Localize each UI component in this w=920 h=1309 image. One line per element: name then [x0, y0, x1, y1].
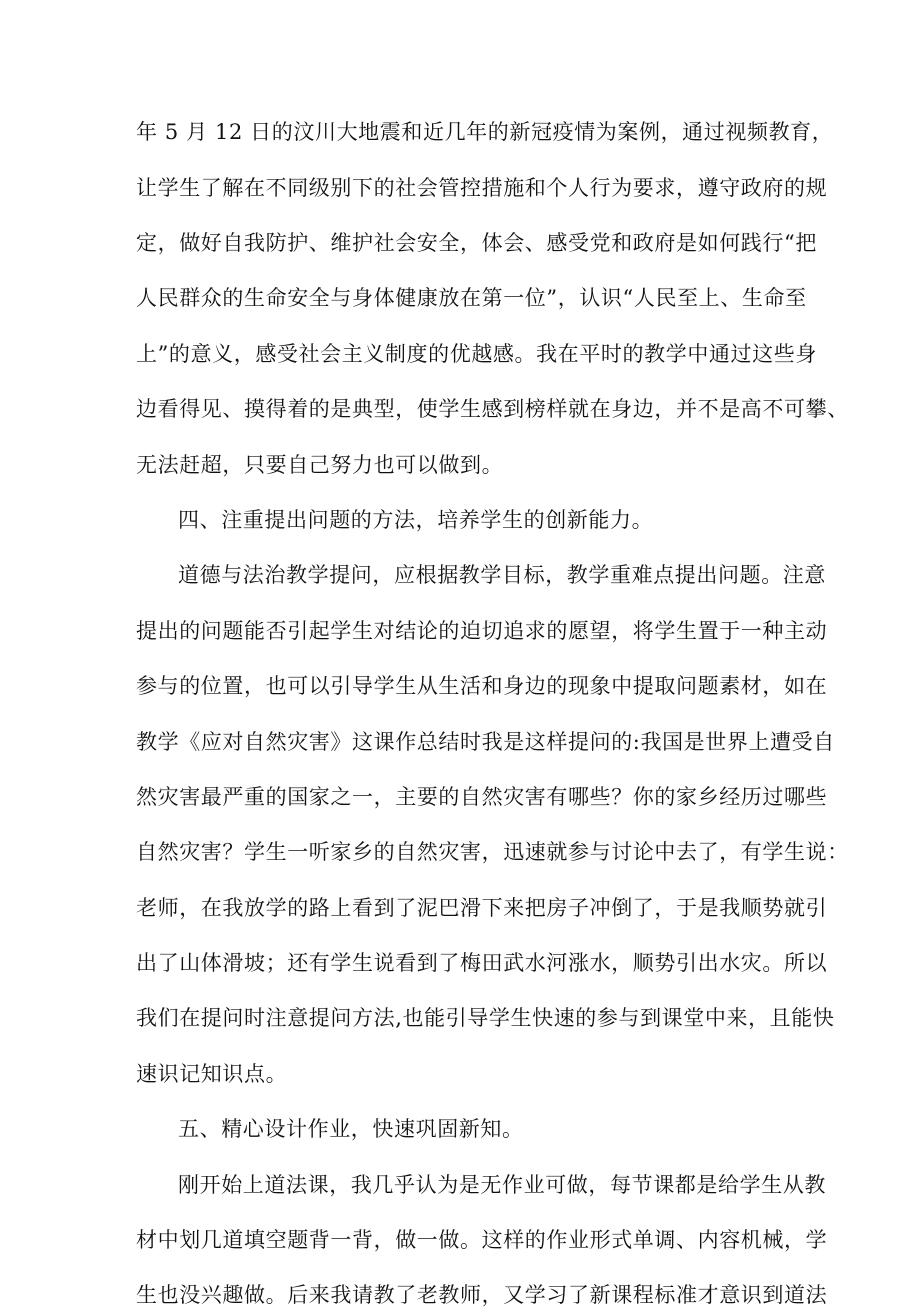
text-line: 让学生了解在不同级别下的社会管控措施和个人行为要求，遵守政府的规	[136, 176, 828, 200]
text-line: 自然灾害？学生一听家乡的自然灾害，迅速就参与讨论中去了，有学生说：	[136, 840, 849, 864]
text-line: 出了山体滑坡；还有学生说看到了梅田武水河涨水，顺势引出水灾。所以	[136, 951, 828, 975]
text-line: 速识记知识点。	[136, 1062, 288, 1086]
text-line: 参与的位置，也可以引导学生从生活和身边的现象中提取问题素材，如在	[136, 674, 828, 698]
section-heading-5: 五、精心设计作业，快速巩固新知。	[178, 1117, 524, 1141]
text-line: 材中划几道填空题背一背，做一做。这样的作业形式单调、内容机械，学	[136, 1228, 828, 1252]
text-line: 边看得见、摸得着的是典型，使学生感到榜样就在身边，并不是高不可攀、	[136, 397, 849, 421]
text-line: 生也没兴趣做。后来我请教了老教师，又学习了新课程标准才意识到道法	[136, 1283, 828, 1307]
paragraph-start: 道德与法治教学提问，应根据教学目标，教学重难点提出问题。注意	[178, 563, 826, 587]
text-line: 无法赶超，只要自己努力也可以做到。	[136, 453, 504, 477]
text-line: 定，做好自我防护、维护社会安全，体会、感受党和政府是如何践行“把	[136, 231, 817, 255]
text-line: 我们在提问时注意提问方法,也能引导学生快速的参与到课堂中来，且能快	[136, 1006, 835, 1030]
text-line: 然灾害最严重的国家之一，主要的自然灾害有哪些？你的家乡经历过哪些	[136, 785, 828, 809]
text-line: 年 5 月 12 日的汶川大地震和近几年的新冠疫情为案例，通过视频教育，	[136, 120, 834, 144]
section-heading-4: 四、注重提出问题的方法，培养学生的创新能力。	[178, 508, 654, 532]
text-line: 人民群众的生命安全与身体健康放在第一位”，认识“人民至上、生命至	[136, 286, 807, 310]
text-line: 上”的意义，感受社会主义制度的优越感。我在平时的教学中通过这些身	[136, 342, 817, 366]
text-line: 老师，在我放学的路上看到了泥巴滑下来把房子冲倒了，于是我顺势就引	[136, 896, 828, 920]
paragraph-start: 刚开始上道法课，我几乎认为是无作业可做，每节课都是给学生从教	[178, 1173, 826, 1197]
text-line: 教学《应对自然灾害》这课作总结时我是这样提问的:我国是世界上遭受自	[136, 730, 835, 754]
text-line: 提出的问题能否引起学生对结论的迫切追求的愿望，将学生置于一种主动	[136, 619, 828, 643]
